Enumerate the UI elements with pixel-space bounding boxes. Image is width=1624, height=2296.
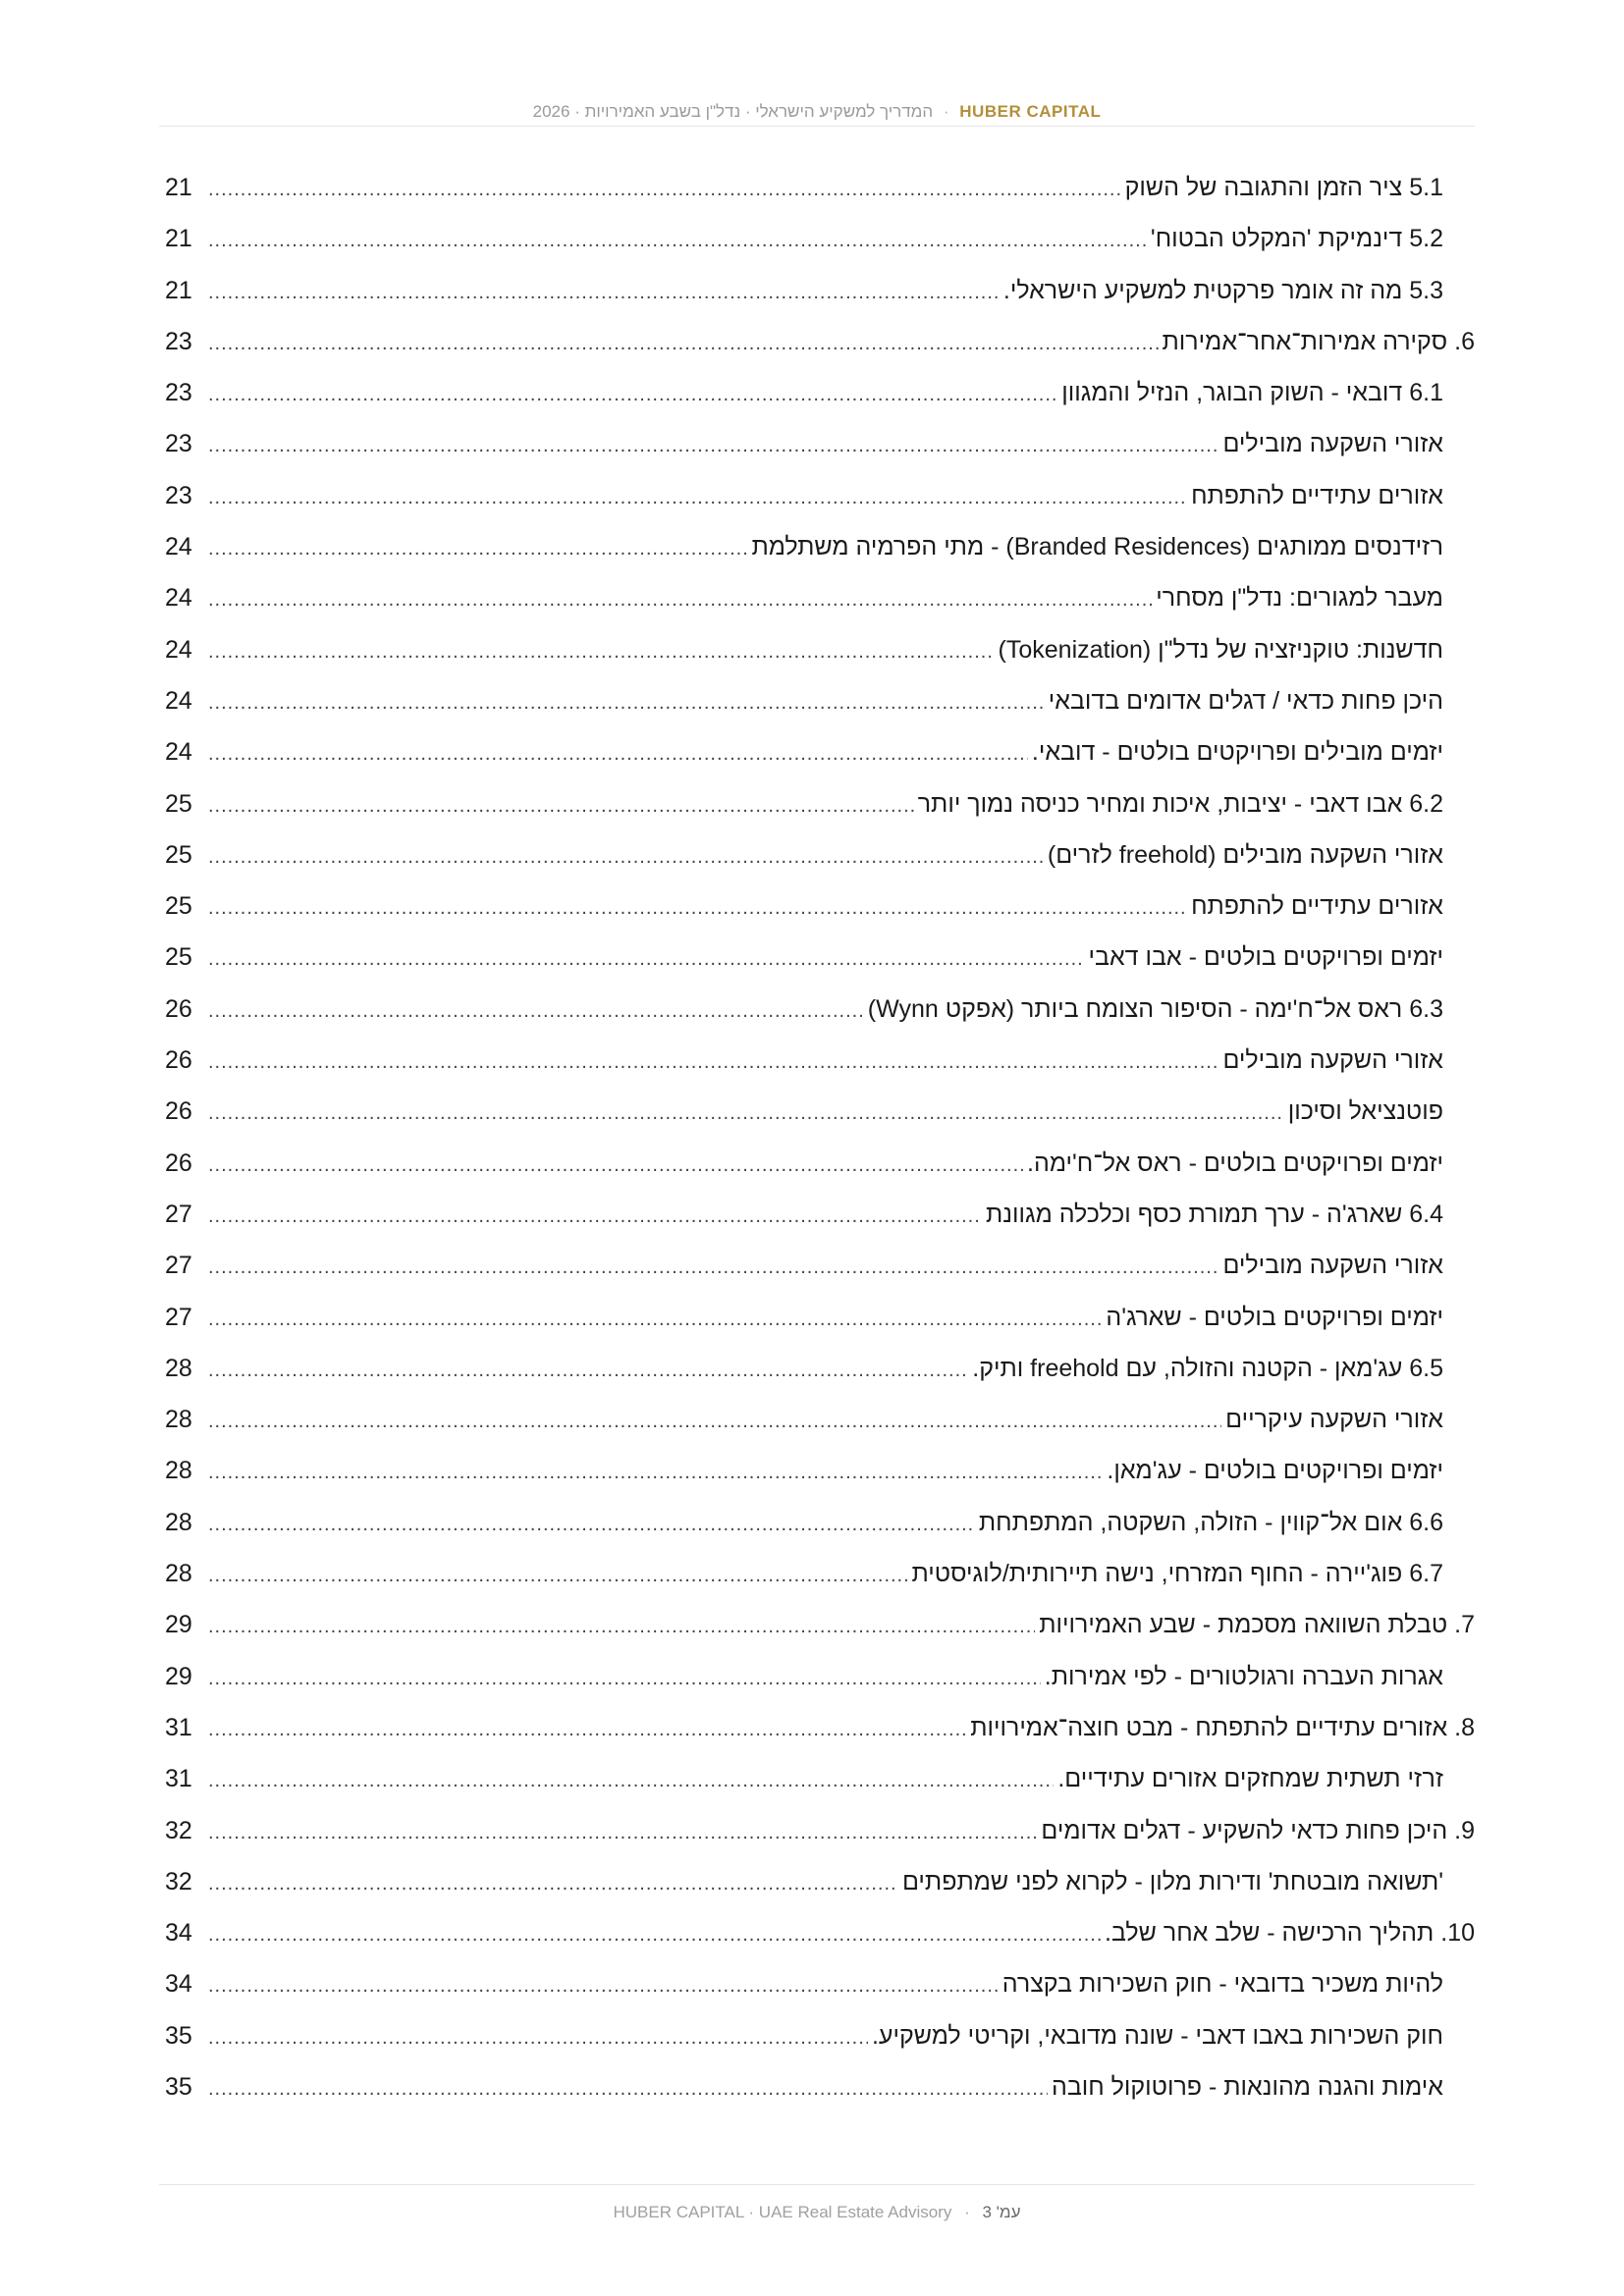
toc-entry-page: 25 (165, 789, 192, 818)
toc-entry-title: יזמים ופרויקטים בולטים - אבו דאבי (1088, 943, 1443, 972)
toc-entry-title: 6.2 אבו דאבי - יציבות, איכות ומחיר כניסה נמוך יותר (917, 789, 1443, 818)
toc-entry-page: 25 (165, 840, 192, 869)
toc-entry[interactable] (159, 778, 1475, 829)
toc-entry-page: 24 (165, 686, 192, 715)
toc-leader-dots (208, 420, 1218, 471)
toc-leader-dots (208, 2063, 1048, 2114)
toc-leader-dots (208, 934, 1085, 985)
toc-leader-dots (208, 267, 1000, 318)
toc-entry-title: אזורי השקעה מובילים (1222, 1046, 1443, 1075)
toc-entry-title: אזורי השקעה עיקריים (1225, 1406, 1443, 1434)
toc-leader-dots (208, 1345, 968, 1396)
toc-entry-title: 5.3 מה זה אומר פרקטית למשקיע הישראלי. (1002, 276, 1443, 304)
toc-entry[interactable] (159, 829, 1475, 881)
toc-entry-page: 28 (165, 1406, 192, 1434)
toc-entry-title: יזמים ופרויקטים בולטים - ראס אל־ח'ימה. (1027, 1148, 1443, 1177)
toc-leader-dots (208, 1396, 1221, 1447)
toc-entry-page: 35 (165, 2021, 192, 2050)
toc-entry-title: אזורים עתידיים להתפתח (1191, 481, 1443, 509)
toc-leader-dots (208, 1499, 975, 1550)
toc-entry[interactable] (159, 2061, 1475, 2112)
toc-leader-dots (208, 1242, 1218, 1293)
toc-entry-title: יזמים ופרויקטים בולטים - עג'מאן. (1107, 1457, 1443, 1485)
toc-entry-title: אזורי השקעה מובילים (1222, 1252, 1443, 1280)
toc-entry-page: 23 (165, 481, 192, 509)
toc-entry-title: אזורים עתידיים להתפתח (1191, 892, 1443, 921)
footer-separator: · (964, 2203, 970, 2221)
toc-entry-title: אזורי השקעה מובילים (freehold לזרים) (1047, 840, 1443, 869)
toc-entry-title: רזידנסים ממותגים (Branded Residences) - מתי הפרמיה משתלמת (751, 533, 1443, 561)
toc-entry-page: 26 (165, 1046, 192, 1075)
toc-entry-page: 32 (165, 1816, 192, 1844)
toc-leader-dots (208, 1858, 898, 1909)
toc-leader-dots (208, 574, 1152, 625)
toc-entry-page: 26 (165, 1097, 192, 1126)
toc-entry[interactable] (159, 1035, 1475, 1086)
toc-leader-dots (208, 677, 1045, 728)
page-header (159, 98, 1475, 127)
toc-entry-title: אימות והגנה מהונאות - פרוטוקול חובה (1051, 2072, 1443, 2101)
toc-entry[interactable] (159, 213, 1475, 264)
toc-entry-title: 6.3 ראס אל־ח'ימה - הסיפור הצומח ביותר (אפקט Wynn) (867, 994, 1443, 1023)
toc-entry-title: חדשנות: טוקניזציה של נדל"ן (Tokenization) (998, 635, 1443, 664)
toc-entry[interactable] (159, 1394, 1475, 1445)
toc-entry[interactable] (159, 367, 1475, 418)
toc-entry[interactable] (159, 1240, 1475, 1291)
toc-entry[interactable] (159, 572, 1475, 623)
toc-entry[interactable] (159, 1138, 1475, 1189)
toc-entry-page: 25 (165, 892, 192, 921)
toc-entry-page: 34 (165, 1919, 192, 1948)
toc-entry-title: 7. טבלת השוואה מסכמת - שבע האמירויות (1039, 1611, 1475, 1639)
toc-entry-page: 27 (165, 1200, 192, 1228)
toc-leader-dots (208, 1447, 1103, 1498)
toc-entry-title: אזורי השקעה מובילים (1222, 430, 1443, 458)
toc-entry[interactable] (159, 881, 1475, 932)
toc-entry-title: יזמים מובילים ופרויקטים בולטים - דובאי. (1031, 738, 1443, 767)
toc-entry[interactable] (159, 1292, 1475, 1343)
toc-entry-page: 21 (165, 225, 192, 253)
toc-entry-page: 28 (165, 1508, 192, 1536)
toc-entry[interactable] (159, 1702, 1475, 1753)
toc-entry[interactable] (159, 624, 1475, 675)
toc-entry-page: 23 (165, 379, 192, 407)
toc-leader-dots (208, 780, 914, 831)
toc-leader-dots (208, 986, 864, 1037)
toc-entry[interactable] (159, 1548, 1475, 1599)
toc-leader-dots (208, 831, 1044, 882)
toc-entry-title: פוטנציאל וסיכון (1287, 1097, 1443, 1126)
header-separator: · (943, 102, 949, 121)
toc-entry-title: 10. תהליך הרכישה - שלב אחר שלב. (1105, 1919, 1475, 1948)
toc-entry-title: אגרות העברה ורגולטורים - לפי אמירות. (1044, 1662, 1443, 1690)
footer-brand: HUBER CAPITAL · UAE Real Estate Advisory (613, 2203, 952, 2221)
toc-entry-title: יזמים ופרויקטים בולטים - שארג'ה (1106, 1303, 1443, 1331)
toc-entry-title: 6.5 עג'מאן - הקטנה והזולה, עם freehold ותיק. (972, 1354, 1443, 1382)
toc-leader-dots (208, 1140, 1023, 1191)
toc-entry-title: 6.6 אום אל־קווין - הזולה, השקטה, המתפתחת (978, 1508, 1443, 1536)
toc-entry-title: היכן פחות כדאי / דגלים אדומים בדובאי (1048, 686, 1443, 715)
toc-entry[interactable] (159, 726, 1475, 777)
toc-leader-dots (208, 318, 1159, 369)
toc-entry-title: 6.4 שארג'ה - ערך תמורת כסף וכלכלה מגוונת (986, 1200, 1443, 1228)
toc-leader-dots (208, 369, 1057, 420)
toc-entry-page: 29 (165, 1662, 192, 1690)
toc-entry-page: 21 (165, 174, 192, 201)
toc-entry[interactable] (159, 675, 1475, 726)
toc-entry[interactable] (159, 316, 1475, 367)
toc-entry[interactable] (159, 1599, 1475, 1650)
toc-entry-page: 24 (165, 533, 192, 561)
toc-leader-dots (208, 728, 1028, 779)
toc-entry-page: 34 (165, 1970, 192, 1999)
toc-leader-dots (208, 1088, 1284, 1139)
toc-entry-page: 23 (165, 327, 192, 355)
toc-entry-title: 8. אזורים עתידיים להתפתח - מבט חוצה־אמירויות (970, 1713, 1475, 1741)
toc-leader-dots (208, 1807, 1037, 1858)
toc-entry-title: להיות משכיר בדובאי - חוק השכירות בקצרה (1001, 1970, 1443, 1999)
toc-entry[interactable] (159, 1086, 1475, 1137)
toc-leader-dots (208, 2012, 868, 2063)
toc-leader-dots (208, 1601, 1035, 1652)
toc-entry[interactable] (159, 2010, 1475, 2061)
toc-entry-page: 35 (165, 2072, 192, 2101)
toc-leader-dots (208, 215, 1147, 266)
footer-page-number: עמ' 3 (982, 2203, 1021, 2221)
toc-entry-page: 21 (165, 276, 192, 304)
toc-entry-title: 'תשואה מובטחת' ודירות מלון - לקרוא לפני שמתפתים (901, 1867, 1443, 1896)
toc-leader-dots (208, 1037, 1218, 1088)
header-brand: HUBER CAPITAL (959, 102, 1102, 121)
toc-entry-page: 31 (165, 1765, 192, 1793)
toc-entry-page: 28 (165, 1354, 192, 1382)
toc-entry-title: חוק השכירות באבו דאבי - שונה מדובאי, וקריטי למשקיע. (871, 2021, 1443, 2050)
toc-entry[interactable] (159, 1958, 1475, 2009)
toc-entry[interactable] (159, 470, 1475, 521)
toc-leader-dots (208, 626, 995, 677)
toc-entry[interactable] (159, 418, 1475, 469)
toc-entry[interactable] (159, 1343, 1475, 1394)
toc-entry[interactable] (159, 932, 1475, 983)
toc-entry[interactable] (159, 984, 1475, 1035)
toc-leader-dots (208, 1191, 982, 1242)
toc-entry-title: מעבר למגורים: נדל"ן מסחרי (1156, 584, 1443, 613)
toc-entry-page: 28 (165, 1560, 192, 1588)
toc-entry-page: 24 (165, 738, 192, 767)
toc-entry-page: 27 (165, 1303, 192, 1331)
toc-entry[interactable] (159, 1497, 1475, 1548)
toc-leader-dots (208, 1960, 999, 2011)
toc-entry-page: 32 (165, 1867, 192, 1896)
toc-entry-page: 26 (165, 1148, 192, 1177)
toc-leader-dots (208, 1294, 1102, 1345)
toc-leader-dots (208, 1704, 966, 1755)
toc-leader-dots (208, 1755, 1054, 1806)
toc-entry-title: 6.7 פוג'יירה - החוף המזרחי, נישה תיירותית/לוגיסטית (911, 1560, 1443, 1588)
toc-entry-page: 23 (165, 430, 192, 458)
toc-entry[interactable] (159, 521, 1475, 572)
toc-entry-title: 5.2 דינמיקת 'המקלט הבטוח' (1150, 225, 1443, 253)
toc-leader-dots (208, 523, 747, 574)
toc-entry-page: 27 (165, 1252, 192, 1280)
toc-entry-title: 9. היכן פחות כדאי להשקיע - דגלים אדומים (1041, 1816, 1475, 1844)
toc-entry-page: 24 (165, 635, 192, 664)
toc-entry-title: זרזי תשתית שמחזקים אזורים עתידיים. (1057, 1765, 1443, 1793)
toc-entry[interactable] (159, 1651, 1475, 1702)
toc-leader-dots (208, 1653, 1041, 1704)
toc-entry-title: 6. סקירה אמירות־אחר־אמירות (1162, 327, 1475, 355)
toc-entry-page: 26 (165, 994, 192, 1023)
toc-entry-title: 5.1 ציר הזמן והתגובה של השוק (1124, 174, 1443, 201)
toc-leader-dots (208, 1909, 1101, 1960)
toc-entry-page: 28 (165, 1457, 192, 1485)
page-footer (159, 2184, 1475, 2222)
toc-leader-dots (208, 1550, 908, 1601)
toc-leader-dots (208, 164, 1121, 215)
table-of-contents (159, 162, 1475, 2112)
toc-entry-page: 31 (165, 1713, 192, 1741)
toc-entry[interactable] (159, 1753, 1475, 1804)
toc-entry[interactable] (159, 1445, 1475, 1496)
toc-entry-title: 6.1 דובאי - השוק הבוגר, הנזיל והמגוון (1061, 379, 1443, 407)
toc-entry[interactable] (159, 265, 1475, 316)
toc-leader-dots (208, 882, 1187, 934)
toc-entry-page: 25 (165, 943, 192, 972)
toc-entry-page: 29 (165, 1611, 192, 1639)
toc-entry-page: 24 (165, 584, 192, 613)
toc-entry[interactable] (159, 1189, 1475, 1240)
toc-entry[interactable] (159, 1907, 1475, 1958)
toc-leader-dots (208, 472, 1187, 523)
toc-entry[interactable] (159, 162, 1475, 213)
toc-entry[interactable] (159, 1805, 1475, 1856)
header-subtitle: המדריך למשקיע הישראלי · נדל"ן בשבע האמירויות · 2026 (532, 102, 934, 121)
toc-entry[interactable] (159, 1856, 1475, 1907)
